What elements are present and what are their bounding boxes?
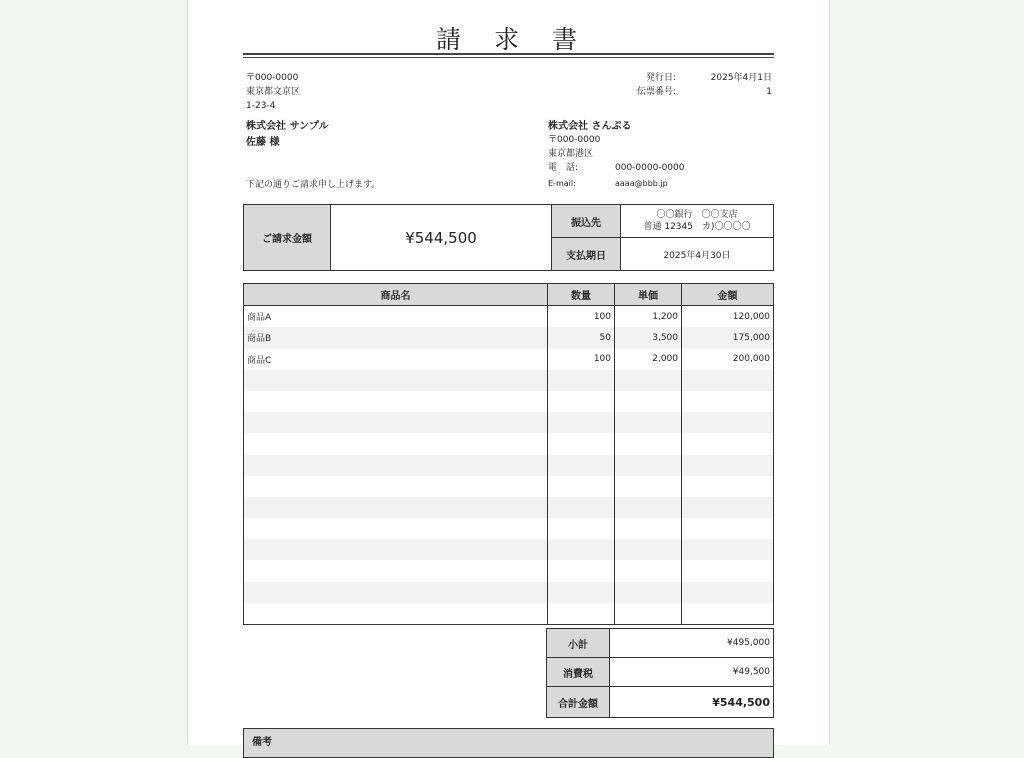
slip-number: 1 — [766, 87, 772, 97]
item-amount-cell: 175,000 — [682, 327, 774, 348]
item-name-cell — [244, 391, 548, 412]
issuer-tel: 000-0000-0000 — [615, 163, 685, 173]
item-name-cell — [244, 370, 548, 391]
item-qty-cell — [548, 603, 615, 625]
issuer-tel-row — [548, 161, 688, 175]
item-amount-cell — [682, 455, 774, 476]
issuer-company: 株式会社 さんぷる — [548, 121, 632, 132]
item-unit-price-cell — [615, 518, 682, 539]
item-unit-price-cell — [615, 582, 682, 603]
item-qty-cell — [548, 476, 615, 497]
item-qty-cell — [548, 582, 615, 603]
issuer-email-label: E-mail: — [548, 179, 576, 188]
subtotal-value: ¥495,000 — [610, 629, 774, 658]
table-row — [244, 391, 774, 412]
title-underline — [243, 53, 774, 55]
tax-label: 消費税 — [547, 658, 610, 687]
item-unit-price-cell — [615, 539, 682, 560]
item-name-cell — [244, 476, 548, 497]
customer-company: 株式会社 サンプル — [246, 121, 329, 132]
table-row — [244, 582, 774, 603]
item-unit-price-cell: 3,500 — [615, 327, 682, 348]
table-row — [244, 560, 774, 581]
item-qty-cell — [548, 560, 615, 581]
amount-label: ご請求金額 — [244, 205, 331, 271]
item-name-cell — [244, 497, 548, 518]
item-amount-cell — [682, 412, 774, 433]
item-unit-price-cell — [615, 391, 682, 412]
item-unit-price-cell — [615, 603, 682, 625]
customer-person: 佐藤 様 — [246, 137, 280, 148]
table-row — [244, 412, 774, 433]
invoice-summary — [243, 204, 774, 271]
invoice-amount: ¥544,500 — [331, 205, 552, 271]
grand-total-label: 合計金額 — [547, 687, 610, 718]
item-name-cell: 商品B — [244, 327, 548, 348]
table-row — [244, 539, 774, 560]
item-qty-cell — [548, 433, 615, 454]
invoice-meta — [600, 71, 772, 99]
table-row — [244, 455, 774, 476]
item-qty-cell: 100 — [548, 306, 615, 328]
table-row — [244, 497, 774, 518]
issuer-postal: 〒000-0000 — [548, 135, 601, 145]
item-name-cell: 商品C — [247, 355, 272, 366]
issuer-address: 東京都港区 — [548, 149, 594, 159]
item-amount-cell — [682, 518, 774, 539]
item-name-cell — [244, 603, 548, 625]
table-row — [244, 306, 774, 328]
totals-table — [546, 628, 774, 718]
col-header-name: 商品名 — [244, 284, 548, 306]
item-name-cell — [244, 433, 548, 454]
grand-total-value: ¥544,500 — [610, 687, 774, 718]
item-name-cell: 商品A — [247, 313, 272, 324]
bank-info — [621, 205, 774, 238]
item-unit-price-cell: 2,000 — [615, 349, 682, 370]
table-row — [244, 476, 774, 497]
item-unit-price-cell: 1,200 — [615, 306, 682, 328]
items-table — [243, 283, 774, 625]
item-unit-price-cell — [615, 455, 682, 476]
item-name-cell — [244, 455, 548, 476]
issuer-address-block — [548, 133, 600, 161]
item-qty-cell — [548, 391, 615, 412]
bank-line1: 〇〇銀行 〇〇支店 — [656, 210, 738, 220]
item-name-cell — [244, 412, 548, 433]
item-qty-cell — [548, 412, 615, 433]
item-qty-cell — [548, 518, 615, 539]
item-qty-cell — [548, 497, 615, 518]
item-amount-cell — [682, 539, 774, 560]
item-amount-cell — [682, 582, 774, 603]
item-qty-cell — [548, 539, 615, 560]
due-date-label: 支払期日 — [552, 238, 621, 271]
issuer-tel-label: 電 話: — [548, 163, 579, 173]
bank-label: 振込先 — [552, 205, 621, 238]
col-header-qty: 数量 — [548, 284, 615, 306]
customer-address1: 東京都文京区 — [246, 87, 301, 97]
intro-text: 下記の通りご請求申し上げます。 — [246, 180, 381, 190]
item-unit-price-cell — [615, 560, 682, 581]
table-row — [244, 433, 774, 454]
subtotal-label: 小計 — [547, 629, 610, 658]
item-name-cell — [244, 560, 548, 581]
table-row — [244, 349, 774, 370]
item-amount-cell — [682, 391, 774, 412]
item-name-cell — [244, 582, 548, 603]
item-qty-cell: 50 — [548, 327, 615, 348]
issuer-email: aaaa@bbb.jp — [615, 179, 668, 188]
customer-address-block — [246, 71, 300, 113]
item-qty-cell — [548, 455, 615, 476]
item-qty-cell: 100 — [548, 349, 615, 370]
item-unit-price-cell — [615, 476, 682, 497]
item-amount-cell — [682, 370, 774, 391]
table-row — [244, 603, 774, 625]
item-unit-price-cell — [615, 433, 682, 454]
issuer-email-row — [548, 177, 688, 191]
item-unit-price-cell — [615, 412, 682, 433]
table-row — [244, 327, 774, 348]
item-unit-price-cell — [615, 370, 682, 391]
item-amount-cell — [682, 603, 774, 625]
item-amount-cell — [682, 560, 774, 581]
item-amount-cell: 120,000 — [682, 306, 774, 328]
bank-line2: 普通 12345 カ)〇〇〇〇 — [643, 222, 751, 232]
issue-date-label: 発行日: — [645, 73, 676, 83]
table-row — [244, 370, 774, 391]
title-underline-thin — [243, 57, 774, 58]
col-header-amount: 金額 — [682, 284, 774, 306]
item-amount-cell: 200,000 — [682, 349, 774, 370]
issue-date: 2025年4月1日 — [710, 73, 772, 83]
customer-postal: 〒000-0000 — [246, 73, 299, 83]
item-name-cell — [244, 518, 548, 539]
slip-number-label: 伝票番号: — [636, 87, 676, 97]
item-amount-cell — [682, 433, 774, 454]
page-title: 請 求 書 — [435, 25, 581, 54]
item-qty-cell — [548, 370, 615, 391]
col-header-unit-price: 単価 — [615, 284, 682, 306]
remarks-box — [243, 728, 774, 758]
remarks-label: 備考 — [252, 737, 272, 748]
item-amount-cell — [682, 497, 774, 518]
customer-address2: 1-23-4 — [246, 101, 276, 111]
item-name-cell — [244, 539, 548, 560]
tax-value: ¥49,500 — [610, 658, 774, 687]
item-amount-cell — [682, 476, 774, 497]
table-row — [244, 518, 774, 539]
due-date: 2025年4月30日 — [621, 238, 774, 271]
item-unit-price-cell — [615, 497, 682, 518]
